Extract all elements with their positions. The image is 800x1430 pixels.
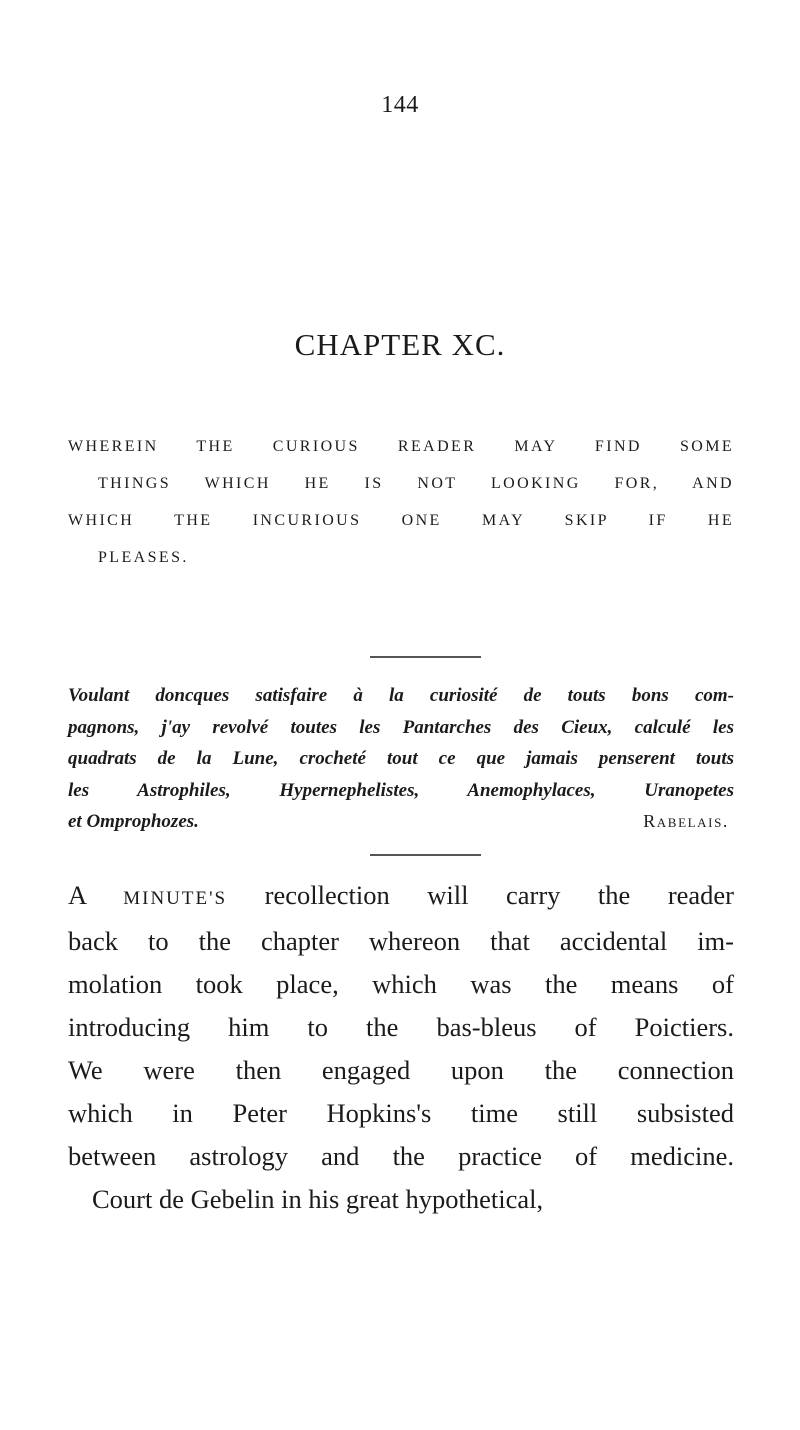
epigraph-line: les Astrophiles, Hypernephelistes, Anemophylaces, Uranopetes xyxy=(68,779,734,801)
body-line: back to the chapter whereon that accidental im- xyxy=(68,926,734,956)
body-line: We were then engaged upon the connection xyxy=(68,1055,734,1085)
body-line-text: recollection will carry the reader xyxy=(264,880,735,910)
body-line: which in Peter Hopkins's time still subsisted xyxy=(68,1098,734,1128)
epigraph xyxy=(68,680,734,838)
section-divider xyxy=(370,656,481,658)
body-line: Court de Gebelin in his great hypothetical, xyxy=(92,1184,544,1214)
epigraph-line-text: et Omprophozes. xyxy=(68,811,199,832)
section-divider xyxy=(370,854,481,856)
epigraph-line: Voulant doncques satisfaire à la curiosité de touts bons com- xyxy=(68,685,734,706)
epigraph-line xyxy=(68,806,734,838)
body-line xyxy=(68,874,734,920)
body-line: molation took place, which was the means of xyxy=(68,969,734,999)
epigraph-author: Rabelais. xyxy=(643,811,729,831)
summary-line: WHICH THE INCURIOUS ONE MAY SKIP IF HE xyxy=(68,512,734,529)
chapter-summary xyxy=(68,428,734,576)
smallcaps-word: MINUTE'S xyxy=(123,888,228,909)
chapter-title: CHAPTER XC. xyxy=(294,327,506,362)
body-line: introducing him to the bas-bleus of Poictiers. xyxy=(68,1012,734,1042)
page-number: 144 xyxy=(381,92,419,118)
epigraph-line: quadrats de la Lune, crocheté tout ce que jamais penserent touts xyxy=(68,748,734,769)
body-line: between astrology and the practice of medicine. xyxy=(68,1141,734,1171)
opening-letter: A xyxy=(68,880,86,910)
epigraph-line: pagnons, j'ay revolvé toutes les Pantarches des Cieux, calculé les xyxy=(68,716,734,738)
summary-line: THINGS WHICH HE IS NOT LOOKING FOR, AND xyxy=(98,475,734,492)
summary-line: PLEASES. xyxy=(98,549,189,566)
summary-line: WHEREIN THE CURIOUS READER MAY FIND SOME xyxy=(68,438,734,455)
body-text xyxy=(68,874,734,1221)
